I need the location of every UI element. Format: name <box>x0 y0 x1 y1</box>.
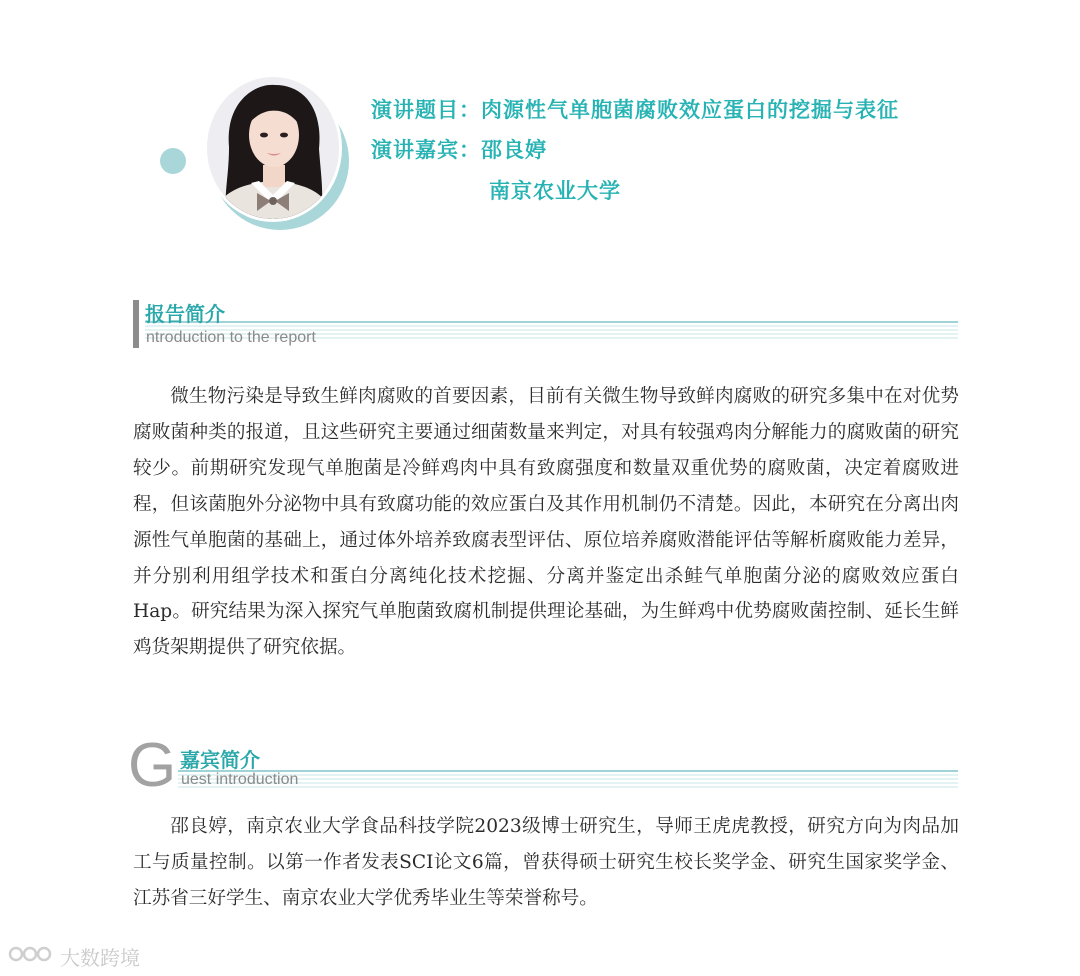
guest-section-subtitle: uest introduction <box>181 771 299 788</box>
guest-body-text: 邵良婷，南京农业大学食品科技学院2023级博士研究生，导师王虎虎教授，研究方向为肉品加工与质量控制。以第一作者发表SCI论文6篇，曾获得硕士研究生校长奖学金、研究生国家奖学金、江苏省三好学生、南京农业大学优秀毕业生等荣誉称号。 <box>133 816 959 909</box>
speaker-affiliation: 南京农业大学 <box>489 179 621 203</box>
speaker-name: 演讲嘉宾：邵良婷 <box>371 138 547 162</box>
decorative-dot <box>160 148 186 174</box>
report-body-text: 微生物污染是导致生鲜肉腐败的首要因素，目前有关微生物导致鲜肉腐败的研究多集中在对优势腐败菌种类的报道，且这些研究主要通过细菌数量来判定，对具有较强鸡肉分解能力的腐败菌的研究较少。前期研究发现气单胞菌是冷鲜鸡肉中具有致腐强度和数量双重优势的腐败菌，决定着腐败进程，但该菌胞外分泌物中具有致腐功能的效应蛋白及其作用机制仍不清楚。因此，本研究在分离出肉源性气单胞菌的基础上，通过体外培养致腐表型评估、原位培养腐败潜能评估等解析腐败能力差异，并分别利用组学技术和蛋白分离纯化技术挖掘、分离并鉴定出杀鲑气单胞菌分泌的腐败效应蛋白Hap。研究结果为深入探究气单胞菌致腐机制提供理论基础，为生鲜鸡中优势腐败菌控制、延长生鲜鸡货架期提供了研究依据。 <box>133 386 959 659</box>
section-marker-bar <box>133 300 139 348</box>
report-section-title: 报告简介 <box>145 302 225 326</box>
portrait-illustration <box>207 77 339 219</box>
watermark <box>8 938 168 970</box>
section-divider <box>145 321 958 323</box>
guest-section-title: 嘉宾简介 <box>180 748 260 772</box>
report-section-subtitle: ntroduction to the report <box>146 329 316 346</box>
speaker-photo <box>204 74 342 222</box>
guest-section-initial: G <box>128 731 177 800</box>
watermark-logo-icon <box>8 942 54 966</box>
watermark-text: 大数跨境 <box>60 946 140 970</box>
talk-title: 演讲题目：肉源性气单胞菌腐败效应蛋白的挖掘与表征 <box>371 98 899 122</box>
